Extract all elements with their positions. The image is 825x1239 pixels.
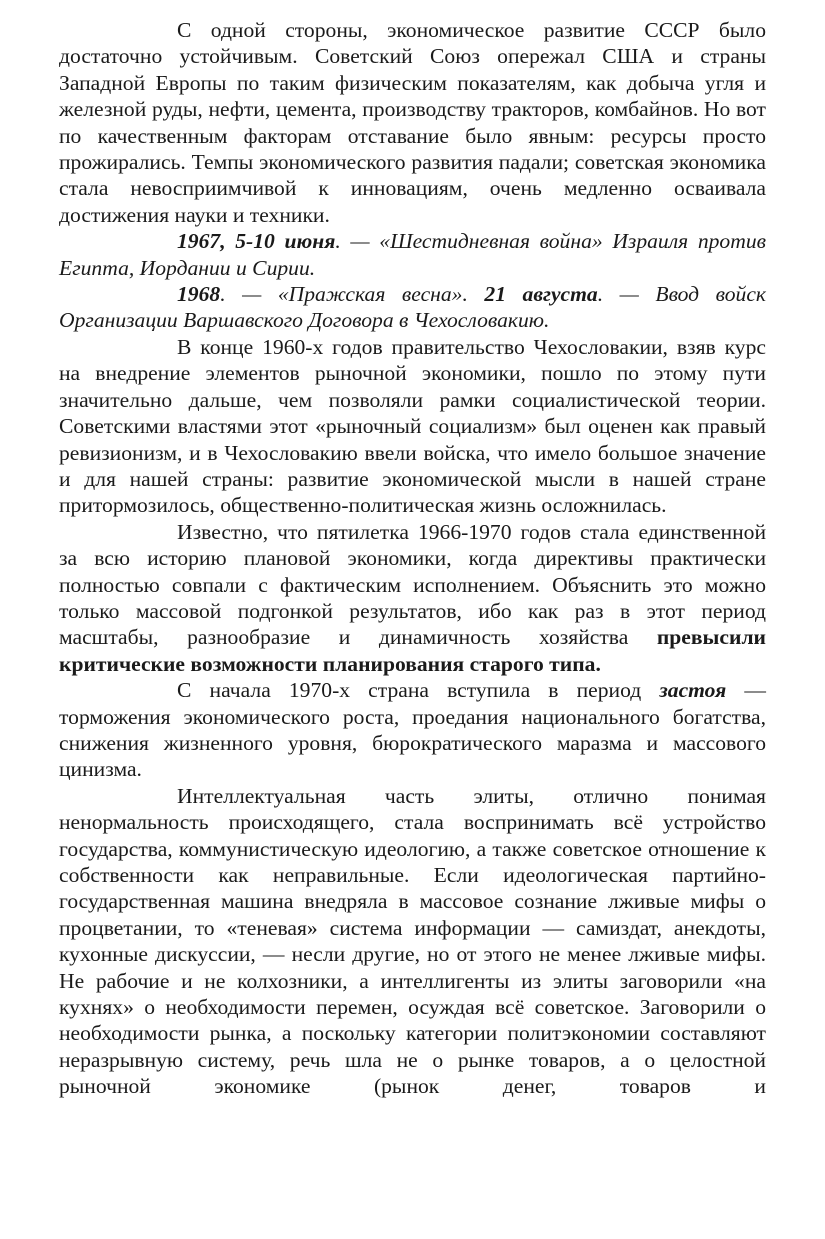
paragraph-intelligentsia: Интеллектуальная часть элиты, отлично понимая ненормальность происходящего, стала воспринимать всё устройство государства, коммунистическую идеологию, а также советское отношение к собственности как неправильные. Если идеологическая партийно-государственная машина внедряла в массовое сознание лживые мифы о процветании, то «теневая» система информации — самиздат, анекдоты, кухонные дискуссии, — несли другие, но от этого не менее лживые мифы. Не рабочие и не колхозники, а интеллигенты из элиты заговорили «на кухнях» о необходимости перемен, осуждая всё советское. Заговорили о необходимости рынка, а поскольку категории политэкономии составляют неразрывную систему, речь шла не о рынке товаров, а о целостной рыночной экономике (рынок денег, товаров и bbox=[59, 783, 766, 1099]
event-description: . — Ввод войск Организации Варшавского Договора в Чехословакию. bbox=[59, 282, 766, 333]
event-six-day-war bbox=[59, 228, 766, 281]
paragraph-body: — торможения экономического роста, проедания национального богатства, снижения жизненного уровня, бюрократического маразма и массового цинизма. bbox=[59, 678, 766, 782]
paragraph-five-year-plan bbox=[59, 519, 766, 677]
event-date: 1968 bbox=[177, 282, 221, 307]
event-description: . — «Пражская весна». bbox=[220, 282, 485, 307]
paragraph-stagnation bbox=[59, 677, 766, 783]
event-prague-spring bbox=[59, 281, 766, 334]
paragraph-body: Известно, что пятилетка 1966-1970 годов стала единственной за всю историю плановой экономики, когда директивы практически полностью совпали с фактическим исполнением. Объяснить это можно только массовой подгонкой результатов, ибо как раз в этот период масштабы, разнообразие и динамичность хозяйства bbox=[59, 519, 766, 650]
event-description: . — «Шестидневная война» Израиля против Египта, Иордании и Сирии. bbox=[59, 229, 766, 280]
event-date-secondary: 21 августа bbox=[484, 282, 598, 307]
event-date: 1967, 5-10 июня bbox=[177, 229, 336, 254]
paragraph-ussr-economy: С одной стороны, экономическое развитие СССР было достаточно устойчивым. Советский Союз опережал США и страны Западной Европы по таким физическим показателям, как добыча угля и железной руды, нефти, цемента, производству тракторов, комбайнов. Но вот по качественным факторам отставание было явным: ресурсы просто прожирались. Темпы экономического развития падали; советская экономика стала невосприимчивой к инновациям, очень медленно осваивала достижения науки и техники. bbox=[59, 18, 766, 227]
paragraph-body: С начала 1970-х страна вступила в период bbox=[177, 678, 660, 703]
bold-conclusion: превысили критические возможности планирования старого типа. bbox=[59, 625, 766, 676]
emphasized-term: застоя bbox=[659, 678, 727, 703]
paragraph-czechoslovakia: В конце 1960-х годов правительство Чехословакии, взяв курс на внедрение элементов рыночной экономики, пошло по этому пути значительно дальше, чем позволяли рамки социалистической теории. Советскими властями этот «рыночный социализм» был оценен как правый ревизионизм, и в Чехословакию ввели войска, что имело большое значение и для нашей страны: развитие экономической мысли в нашей стране притормозилось, общественно-политическая жизнь осложнилась. bbox=[59, 334, 766, 518]
